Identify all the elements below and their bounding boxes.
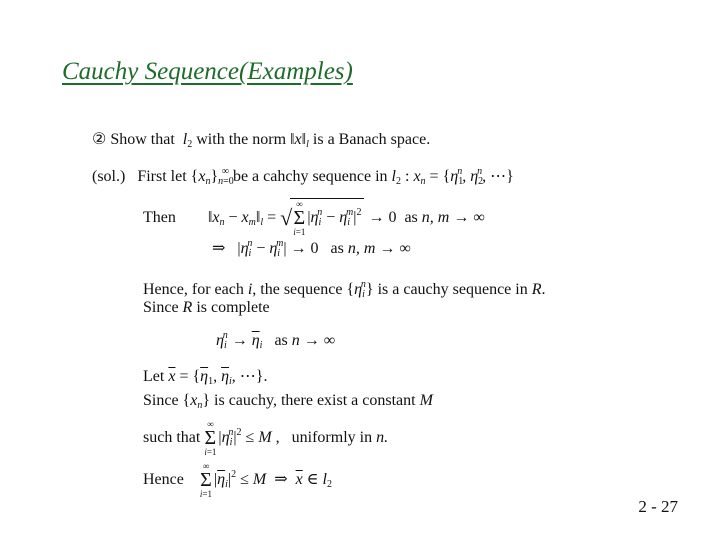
space-subscript: 2 (187, 139, 193, 150)
is-banach-text: is a Banach space. (312, 131, 431, 148)
as-text-2: as (330, 240, 344, 257)
R-symbol-1: R (531, 281, 542, 298)
solution-line-1 (92, 162, 514, 192)
be-cauchy-text: be a cahchy sequence in (232, 168, 388, 185)
bounded-sum-expression: ∞ Σ $i=1|\eta_i^n|^2 \le M$ , (204, 419, 280, 458)
the-sequence-text: , the sequence (252, 281, 343, 298)
with-norm-text: with the norm (196, 131, 287, 148)
is-cauchy-const-text: is cauchy, there exist a constant (214, 392, 416, 409)
space-symbol: l (182, 131, 188, 148)
xn-definition: $l_2$ : $x_n = \{\eta_1^n$, $\eta_2^n$, ⋯} (391, 166, 514, 187)
solution-line-5 (143, 298, 270, 318)
since-xn-text: Since (143, 392, 179, 409)
is-complete-text: is complete (196, 299, 270, 316)
solution-line-3: ⇒ $|\eta_i^n - \eta_i^m| \to 0$ as n, m → ∞ (212, 238, 411, 259)
let-text: Let (143, 368, 165, 385)
show-that-text: Show that (110, 131, 175, 148)
sol-label: (sol.) (92, 168, 126, 185)
solution-line-8: Since $\{x_n\}$ is cauchy, there exist a constant M (143, 392, 433, 411)
then-text: Then (143, 209, 176, 226)
slide-title: Cauchy Sequence(Examples) (62, 58, 353, 85)
since-R-text: Since (143, 299, 179, 316)
problem-marker: ② (92, 131, 107, 148)
is-cauchy-in-text: is a cauchy sequence in (377, 281, 528, 298)
eta-convergence: $\eta_i^n \to \overline{\eta}_i$ (216, 330, 263, 351)
solution-line-10 (143, 460, 332, 500)
as-text-1: as (404, 209, 418, 226)
such-that-text: such that (143, 429, 201, 446)
first-let-text: First let (137, 168, 187, 185)
as-text-3: as (274, 332, 288, 349)
xbar-definition: $\overline{x} = \{\overline{\eta}_1$, $\overline{\eta}_i$, ⋯}. (168, 368, 268, 387)
M-symbol: M (419, 392, 433, 409)
solution-line-6: $\eta_i^n \to \overline{\eta}_i$ as n → ∞ (216, 330, 336, 351)
page-number: 2 - 27 (638, 497, 678, 516)
problem-statement (92, 130, 430, 155)
norm-difference-expression: $‖x_n$ − $x_m‖_l$ = √∞ Σ $i=1|\eta_i^n - \eta_i^m|^2 \to 0$ (207, 199, 401, 238)
nm-text-1: n, m (421, 209, 450, 226)
R-symbol-2: R (182, 299, 193, 316)
norm-expression: $‖x‖_l$ (290, 131, 309, 150)
hence-text: Hence (143, 471, 184, 488)
sequence-expression: $\{x_n\}_{n=0}^\infty$ (190, 166, 234, 187)
solution-line-9 (143, 418, 388, 458)
n-text: n. (376, 429, 389, 446)
implies-expression: ⇒ $|\eta_i^n - \eta_i^m| \to 0$ (212, 238, 319, 259)
hence-each-text: Hence, for each (143, 281, 244, 298)
nm-text-2: n, m (347, 240, 376, 257)
solution-line-7 (143, 367, 267, 392)
solution-line-4: Hence, for each i, the sequence $\{\eta_i^n\}$ is a cauchy sequence in R. (143, 279, 546, 300)
eta-sequence: $\{\eta_i^n\}$ (346, 279, 374, 300)
solution-line-2: Then $‖x_n$ − $x_m‖_l$ = √∞ Σ $i=1|\eta_i^n - \eta_i^m|^2 \to 0$ as n, m → ∞ (143, 199, 485, 238)
conclusion-expression: ∞ Σ $i=1|\overline{\eta}_i|^2 \le M$ ⇒ $\overline{x}$ ∈ $l_2$ (199, 461, 332, 500)
uniformly-text: uniformly in (291, 429, 373, 446)
